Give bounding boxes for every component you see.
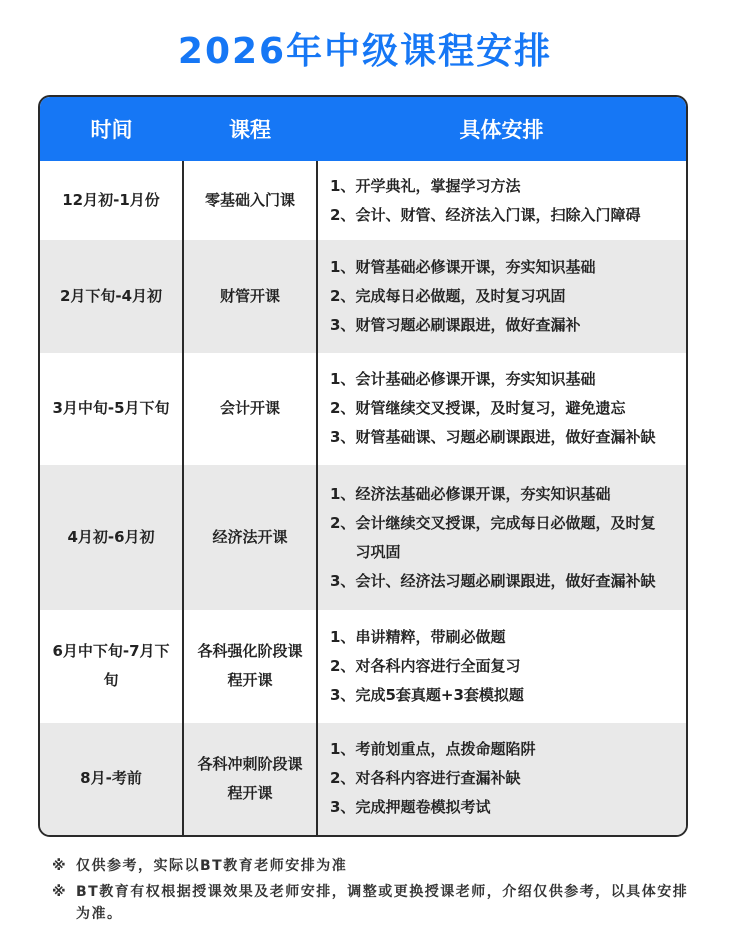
plan-item-text: 考前划重点，点拨命题陷阱 [355,740,536,759]
row-plan [317,353,686,465]
plan-item-number: 1、 [330,627,356,646]
plan-item [330,311,670,340]
plan-item-number: 1、 [330,484,356,503]
plan-item-text: 经济法基础必修课开课，夯实知识基础 [355,484,611,503]
plan-item-number: 2、 [330,287,356,306]
plan-item-number: 1、 [330,176,356,195]
schedule-table-container [38,95,688,837]
plan-item [330,394,670,423]
plan-item-text: 财管基础课、习题必刷课跟进，做好查漏补缺 [355,428,656,447]
plan-item-number: 2、 [330,769,356,788]
plan-item-text: 完成5套真题+3套模拟题 [355,685,524,704]
footer-note-text: 仅供参考，实际以BT教育老师安排为准 [76,858,348,874]
row-plan [317,610,686,722]
plan-item-number: 1、 [330,258,356,277]
table-row [40,610,686,722]
header-time: 时间 [90,118,133,142]
row-plan [317,723,686,835]
row-time: 3月中旬-5月下旬 [40,353,183,465]
plan-item-text: 会计、经济法习题必刷课跟进，做好查漏补缺 [355,571,656,590]
plan-item-text: 对各科内容进行查漏补缺 [355,769,521,788]
footer-note [52,855,692,877]
row-course: 会计开课 [183,353,317,465]
reference-mark-icon: ※ [52,884,68,900]
plan-item-text: 对各科内容进行全面复习 [355,656,521,675]
plan-item [330,509,670,567]
plan-item-text: 完成押题卷模拟考试 [355,798,491,817]
table-row [40,723,686,835]
table-row [40,465,686,610]
plan-item [330,480,670,509]
table-body [40,161,686,835]
plan-item-number: 3、 [330,571,356,590]
plan-item [330,282,670,311]
plan-item-number: 3、 [330,428,356,447]
row-time: 12月初-1月份 [40,161,183,240]
plan-item-number: 2、 [330,399,356,418]
plan-item-number: 2、 [330,513,356,532]
plan-item-text: 会计、财管、经济法入门课，扫除入门障碍 [355,205,641,224]
plan-item-number: 3、 [330,798,356,817]
table-row [40,240,686,352]
plan-item [330,567,670,596]
plan-item-number: 2、 [330,205,356,224]
plan-item-text: 财管习题必刷课跟进，做好查漏补 [355,316,581,335]
plan-item-number: 3、 [330,685,356,704]
plan-item-number: 3、 [330,316,356,335]
footer-note [52,881,692,925]
plan-item-text: 会计继续交叉授课，完成每日必做题，及时复习巩固 [355,513,656,561]
plan-item [330,365,670,394]
row-course: 财管开课 [183,240,317,352]
plan-item-text: 会计基础必修课开课，夯实知识基础 [355,370,596,389]
row-plan [317,240,686,352]
row-time: 4月初-6月初 [40,465,183,610]
schedule-table [40,97,686,835]
plan-item [330,681,670,710]
header-course: 课程 [229,118,271,142]
table-row [40,161,686,240]
row-plan [317,465,686,610]
row-course: 各科冲刺阶段课程开课 [183,723,317,835]
plan-item [330,423,670,452]
page-title: 2026年中级课程安排 [177,31,553,72]
plan-item [330,253,670,282]
plan-item [330,764,670,793]
plan-item-text: 开学典礼，掌握学习方法 [355,176,521,195]
table-row [40,353,686,465]
reference-mark-icon: ※ [52,858,68,874]
plan-item [330,172,670,201]
header-plan: 具体安排 [459,118,544,142]
plan-item [330,623,670,652]
plan-item-text: 财管继续交叉授课，及时复习，避免遗忘 [355,399,626,418]
table-header-row [40,97,686,161]
row-course: 各科强化阶段课程开课 [183,610,317,722]
plan-item-number: 2、 [330,656,356,675]
plan-item [330,793,670,822]
plan-item [330,652,670,681]
plan-item [330,735,670,764]
plan-item-number: 1、 [330,370,356,389]
row-time: 6月中下旬-7月下旬 [40,610,183,722]
footer-notes [52,855,692,929]
plan-item-text: 完成每日必做题，及时复习巩固 [355,287,566,306]
plan-item-text: 财管基础必修课开课，夯实知识基础 [355,258,596,277]
row-plan [317,161,686,240]
row-time: 2月下旬-4月初 [40,240,183,352]
plan-item-number: 1、 [330,740,356,759]
row-time: 8月-考前 [40,723,183,835]
plan-item-text: 串讲精粹，带刷必做题 [355,627,506,646]
footer-note-text: BT教育有权根据授课效果及老师安排，调整或更换授课老师，介绍仅供参考，以具体安排为准。 [76,884,689,922]
row-course: 经济法开课 [183,465,317,610]
row-course: 零基础入门课 [183,161,317,240]
plan-item [330,201,670,230]
